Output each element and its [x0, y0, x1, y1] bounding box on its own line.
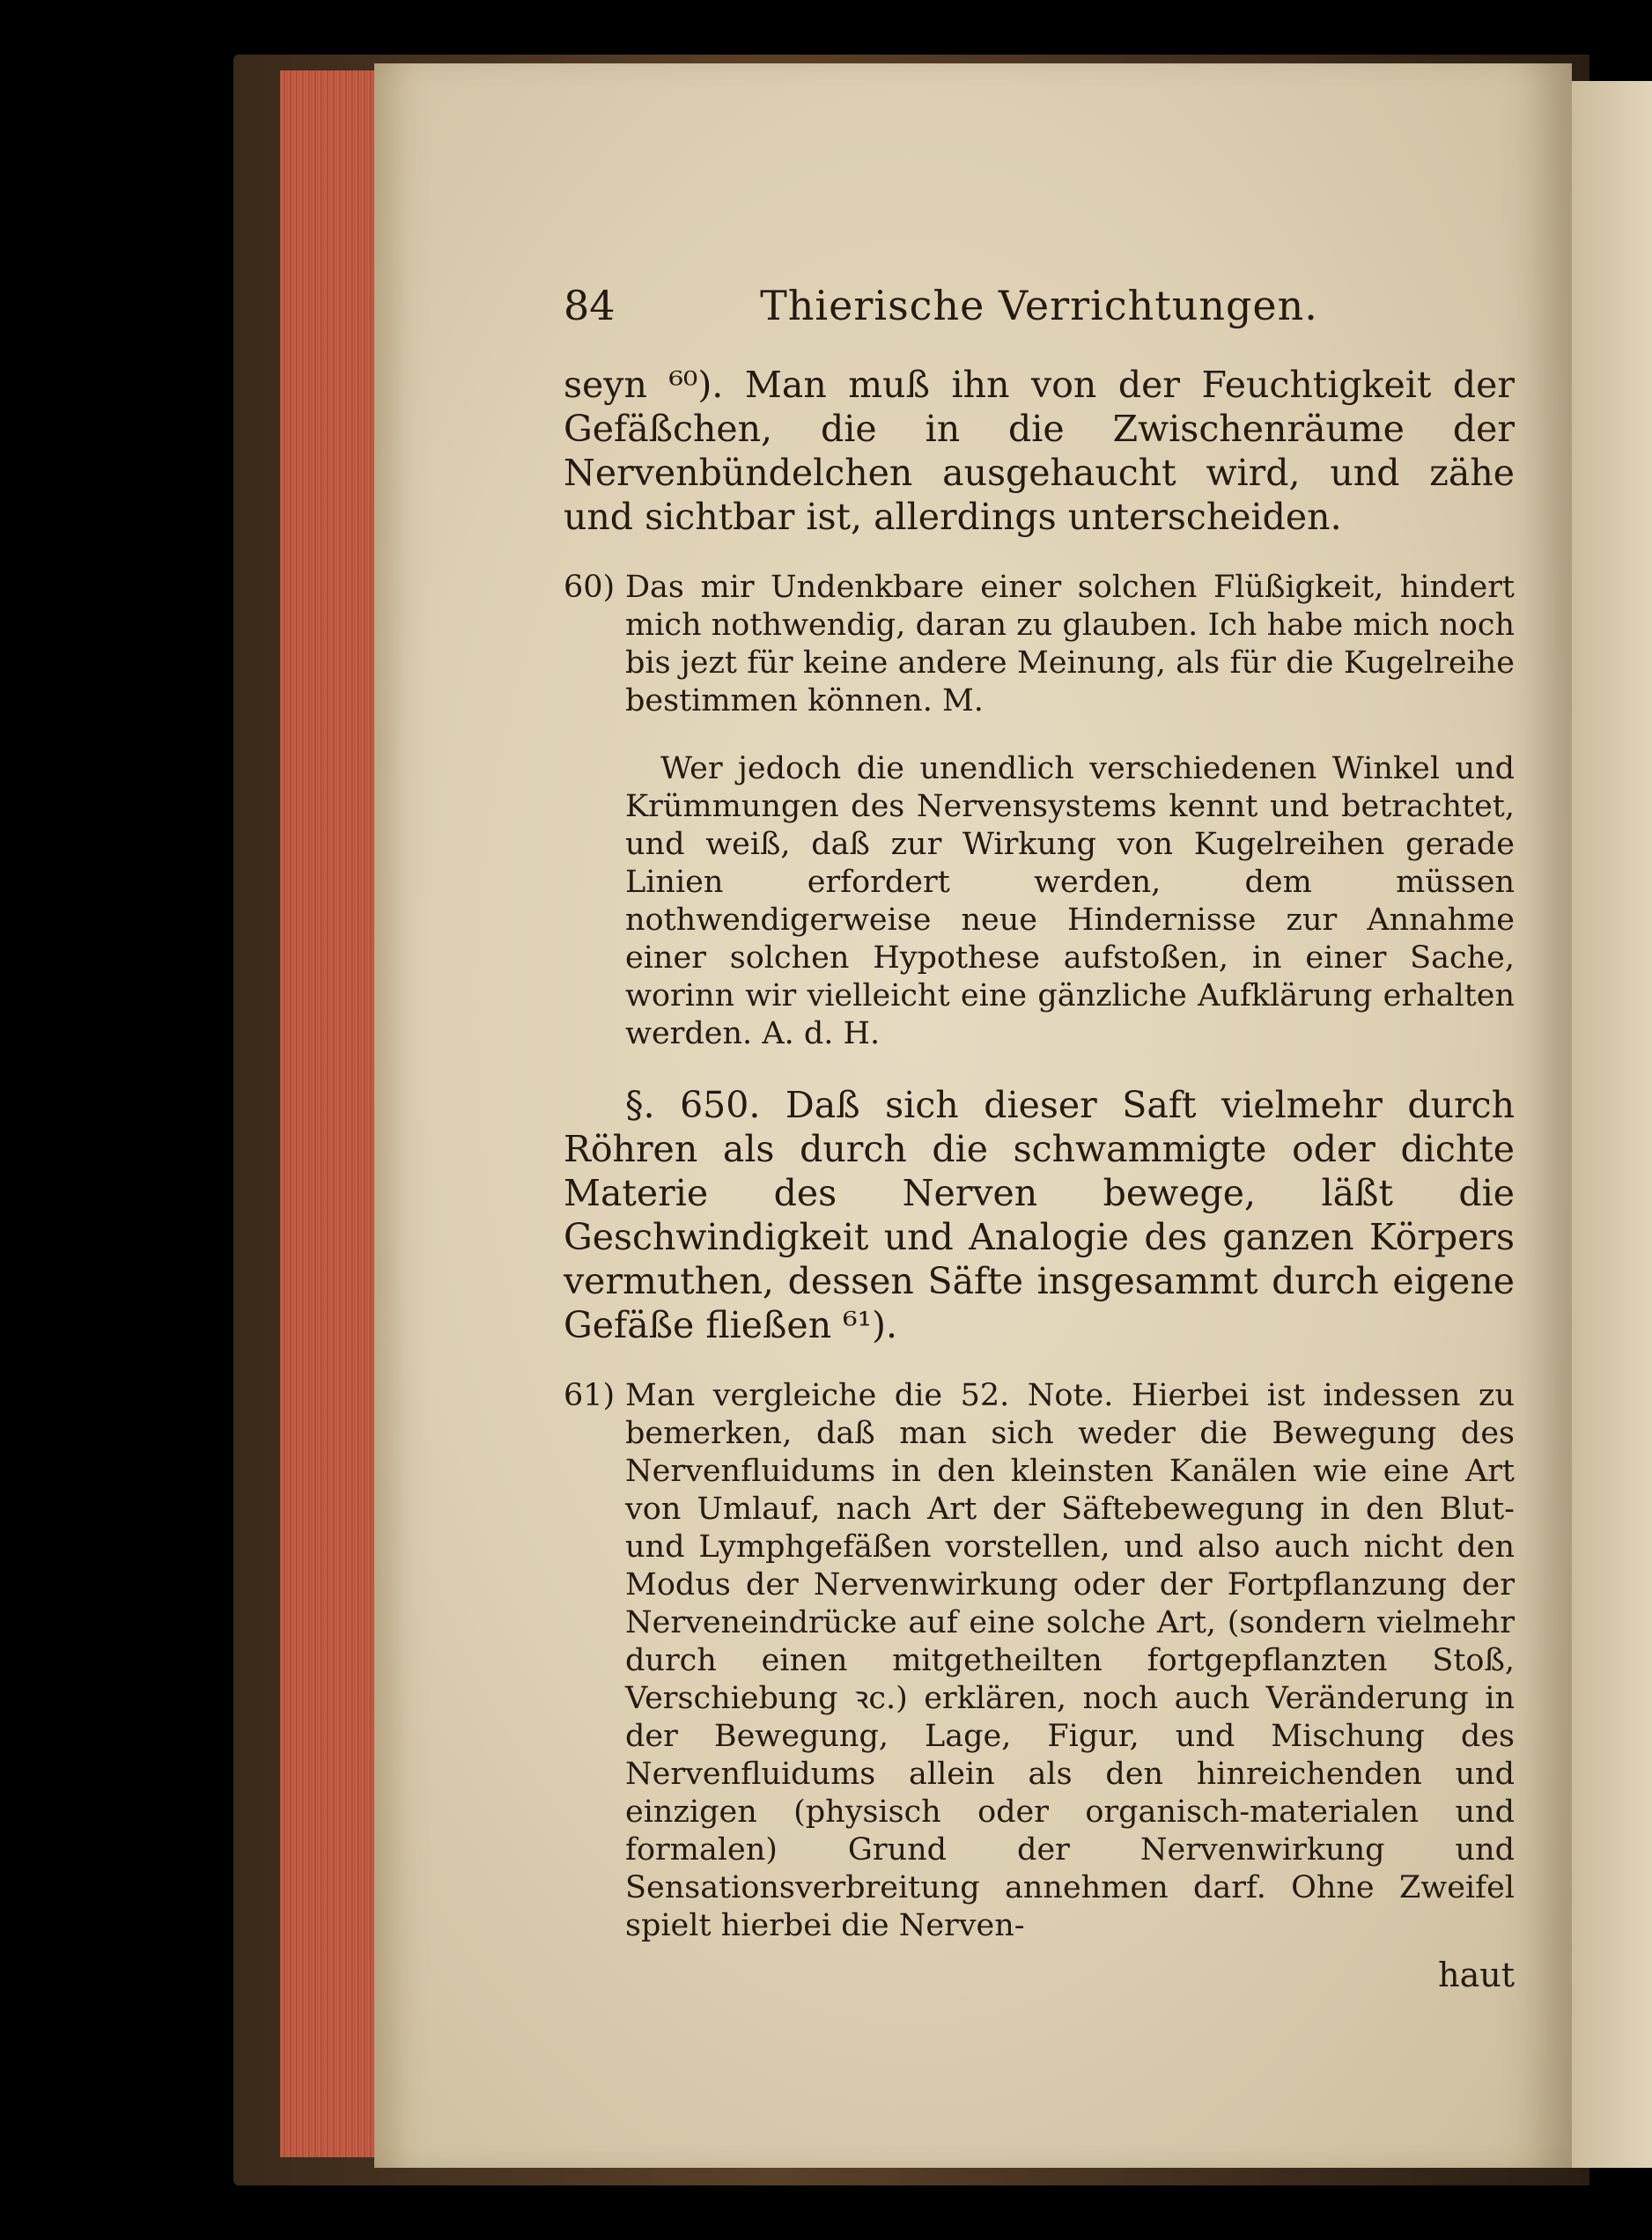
paragraph-continuation [564, 363, 1515, 539]
facing-page-edge [1572, 81, 1652, 2168]
footnote-marker: 61) [564, 1378, 616, 1413]
page-edges [280, 70, 377, 2157]
footnote-text: Das mir Undenkbare einer solchen Flüßigkeit, hindert mich nothwendig, daran zu glauben. Ich habe mich noch bis jezt für keine andere Meinung, als für die Kugelreihe bestimmen können. M. [625, 570, 1515, 718]
footnote-text: Man vergleiche die 52. Note. Hierbei ist indessen zu bemerken, daß man sich weder die Bewegung des Nervenfluidums in den kleinsten Kanälen wie eine Art von Umlauf, nach Art der Säftebewegung in den Blut- und Lymphgefäßen vorstellen, und also auch nicht den Modus der Nervenwirkung oder der Fortpflanzung der Nerveneindrücke auf eine solche Art, (sondern vielmehr durch einen mitgetheilten fortgepflanzten Stoß, Verschiebung ꝛc.) erklären, noch auch Veränderung in der Bewegung, Lage, Figur, und Mischung des Nervenfluidums allein als den hinreichenden und einzigen (physisch oder organisch-materialen und formalen) Grund der Nervenwirkung und Sensationsverbreitung annehmen darf. Ohne Zweifel spielt hierbei die Nerven- [625, 1378, 1515, 1943]
page-header [564, 282, 1515, 329]
catchword: haut [1438, 1956, 1515, 1994]
page-content [564, 282, 1515, 1994]
footnote-60-editor-comment [625, 750, 1515, 1053]
section-text: §. 650. Daß sich dieser Saft vielmehr durch Röhren als durch die schwammigte oder dichte Materie des Nerven bewege, läßt die Geschwindigkeit und Analogie des ganzen Körpers vermuthen, dessen Säfte insgesammt durch eigene Gefäße fließen ⁶¹). [564, 1084, 1515, 1346]
footnote-60 [564, 569, 1515, 720]
section-650 [564, 1083, 1515, 1347]
running-title: Thierische Verrichtungen. [760, 282, 1318, 329]
page-number: 84 [564, 282, 616, 329]
paragraph-text: seyn ⁶⁰). Man muß ihn von der Feuchtigkeit der Gefäßchen, die in die Zwischenräume der Nervenbündelchen ausgehaucht wird, und zähe und sichtbar ist, allerdings unterscheiden. [564, 364, 1515, 538]
footnote-text: Wer jedoch die unendlich verschiedenen Winkel und Krümmungen des Nervensystems kennt und betrachtet, und weiß, daß zur Wirkung von Kugelreihen gerade Linien erfordert werden, dem müssen nothwendigerweise neue Hindernisse zur Annahme einer solchen Hypothese aufstoßen, in einer Sache, worinn wir vielleicht eine gänzliche Aufklärung erhalten werden. A. d. H. [625, 751, 1515, 1051]
footnote-61 [564, 1377, 1515, 1945]
footnote-marker: 60) [564, 570, 616, 605]
